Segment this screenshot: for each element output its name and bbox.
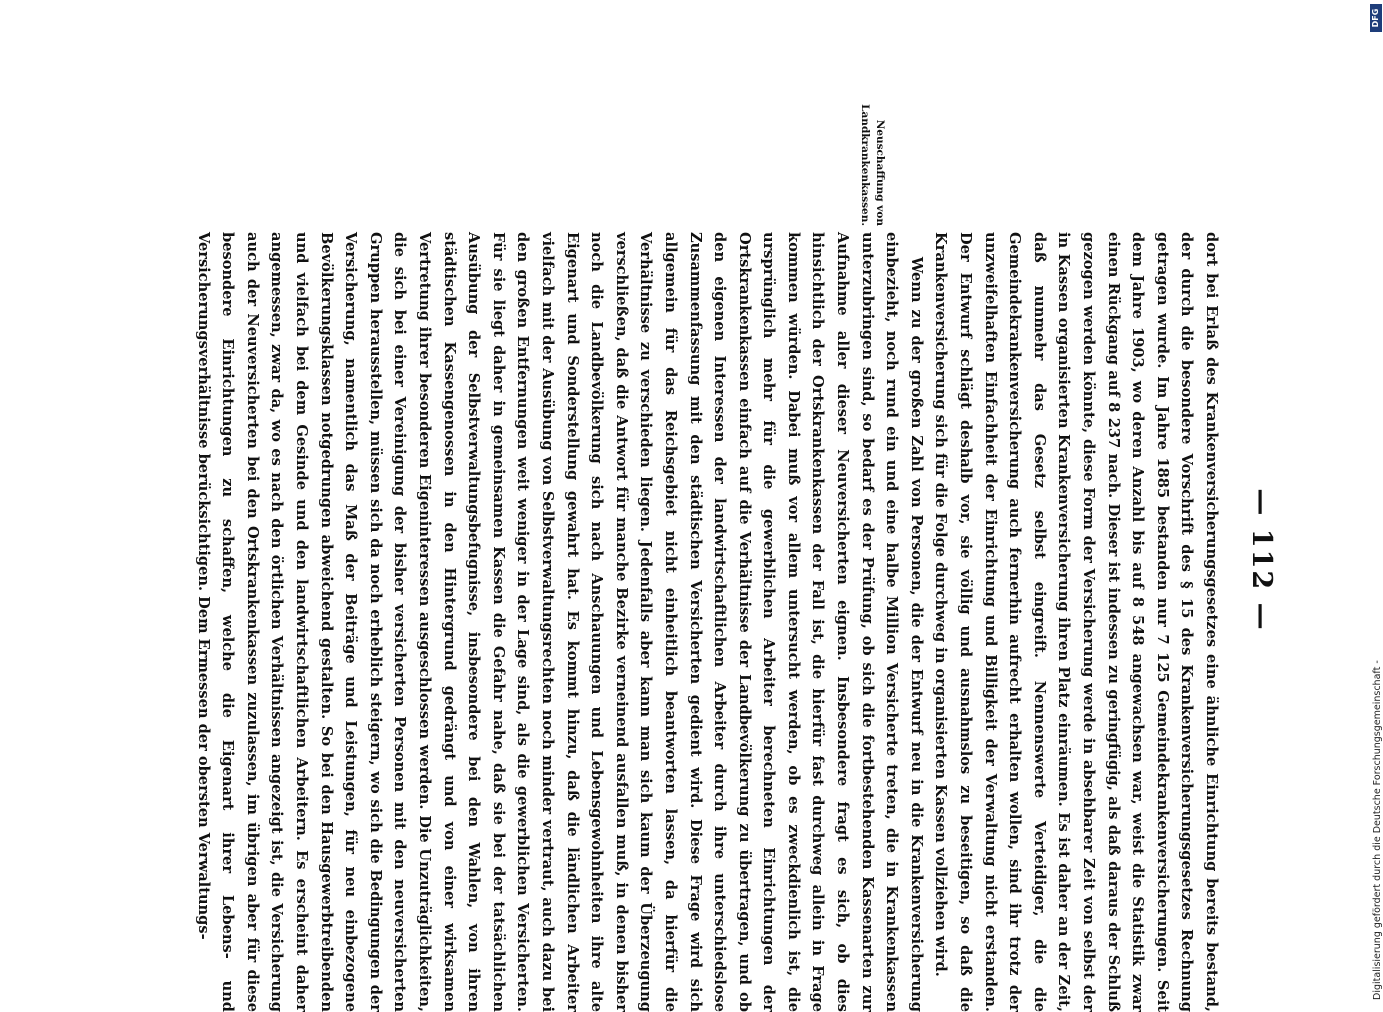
paragraph-2: Wenn zu der großen Zahl von Personen, die der Entwurf neu in die Krankenversicherung einbezieht, noch rund ein und eine halbe Million Versicherte treten, die in Krankenkassen unterzubringen sind, so bedarf es der Prüfung, ob sich die fortbestehenden Kassenarten zur Aufnahme aller dieser Neuversicherten eignen. Insbesondere fragt es sich, ob dies hinsichtlich der Ortskrankenkassen der Fall ist, die hierfür fast durchweg allein in Frage kommen würden. Dabei muß vor allem untersucht werden, ob es zweckdienlich ist, die ursprünglich mehr für die gewerblichen Arbeiter berechneten Einrichtungen der Ortskrankenkassen einfach auf die Verhältnisse der Landbevölkerung zu übertragen, und ob den eigenen Interessen der landwirtschaftlichen Arbeiter durch ihre unterschiedslose Zusammenfassung mit den städtischen Versicherten gedient wird. Diese Frage wird sich allgemein für das Reichsgebiet nicht einheitlich beantworten lassen, da hierfür die Verhältnisse zu verschieden liegen. Jedenfalls aber kann man sich kaum der Überzeugung verschließen, daß die Antwort für manche Bezirke verneinend ausfallen muß, in denen bisher noch die Landbevölkerung sich nach Anschauungen und Lebensgewohnheiten ihre alte Eigenart und Sonderstellung gewahrt hat. Es kommt hinzu, daß die ländlichen Arbeiter vielfach mit der Ausübung von Selbstverwaltungsrechten noch minder vertraut, auch dazu bei den großen Entfernungen weit weniger in der Lage sind, als die gewerblichen Versicherten. Für sie liegt daher in gemeinsamen Kassen die Gefahr nahe, daß sie bei der tatsächlichen Ausübung der Selbstverwaltungsbefugnisse, insbesondere bei den Wahlen, von ihren städtischen Kassengenossen in den Hintergrund gedrängt und von einer wirksamen Vertretung ihrer besonderen Eigeninteressen ausgeschlossen werden. Die Unzuträglichkeiten, die sich bei einer Vereinigung der bisher versicherten Personen mit den neuversicherten Gruppen herausstellen, müssen sich da noch erheblich steigern, wo sich die Bedingungen der Versicherung, namentlich das Maß der Beiträge und Leistungen, für neu einbezogene Bevölkerungsklassen notgedrungen abweichend gestalten. So bei den Hausgewerbtreibenden und vielfach bei dem Gesinde und den landwirtschaftlichen Arbeitern. Es erscheint daher angemessen, zwar da, wo es nach den örtlichen Verhältnissen angezeigt ist, die Versicherung auch der Neuversicherten bei den Ortskrankenkassen zuzulassen, im übrigen aber für diese besondere Einrichtungen zu schaffen, welche die Eigenart ihrer Lebens- und Versicherungsverhältnisse berücksichtigen. Dem Ermessen der obersten Verwaltungs-	[194, 232, 925, 1012]
page-number: — 112 —	[1246, 488, 1277, 632]
paragraph-1: dort bei Erlaß des Krankenversicherungsgesetzes eine ähnliche Einrichtung bereits bestand, der durch die besondere Vorschrift des § 15 des Krankenversicherungsgesetzes Rechnung getragen wurde. Im Jahre 1885 bestanden nur 7 125 Gemeindekrankenversicherungen. Seit dem Jahre 1903, wo deren Anzahl bis auf 8 548 angewachsen war, weist die Statistik zwar einen Rückgang auf 8 237 nach. Dieser ist indessen zu geringfügig, als daß daraus der Schluß gezogen werden könnte, diese Form der Versicherung werde in absehbarer Zeit von selbst der in Kassen organisierten Krankenversicherung ihren Platz einräumen. Es ist daher an der Zeit, daß nunmehr das Gesetz selbst eingreift. Nennenswerte Verteidiger, die die Gemeindekrankenversicherung auch fernerhin aufrecht erhalten wollen, sind ihr trotz der unzweifelhaften Einfachheit der Einrichtung und Billigkeit der Verwaltung nicht erstanden. Der Entwurf schlägt deshalb vor, sie völlig und ausnahmslos zu beseitigen, so daß die Krankenversicherung sich für die Folge durchweg in organisierten Kassen vollziehen wird.	[932, 232, 1220, 1012]
digitization-credit: Digitalisierung gefördert durch die Deutsche Forschungsgemeinschaft -	[1372, 660, 1383, 1000]
body-text	[190, 232, 1223, 1012]
marginal-note: Neuschaffung von Landkrankenkassen.	[859, 104, 886, 226]
dfg-logo: DFG	[1370, 4, 1382, 32]
